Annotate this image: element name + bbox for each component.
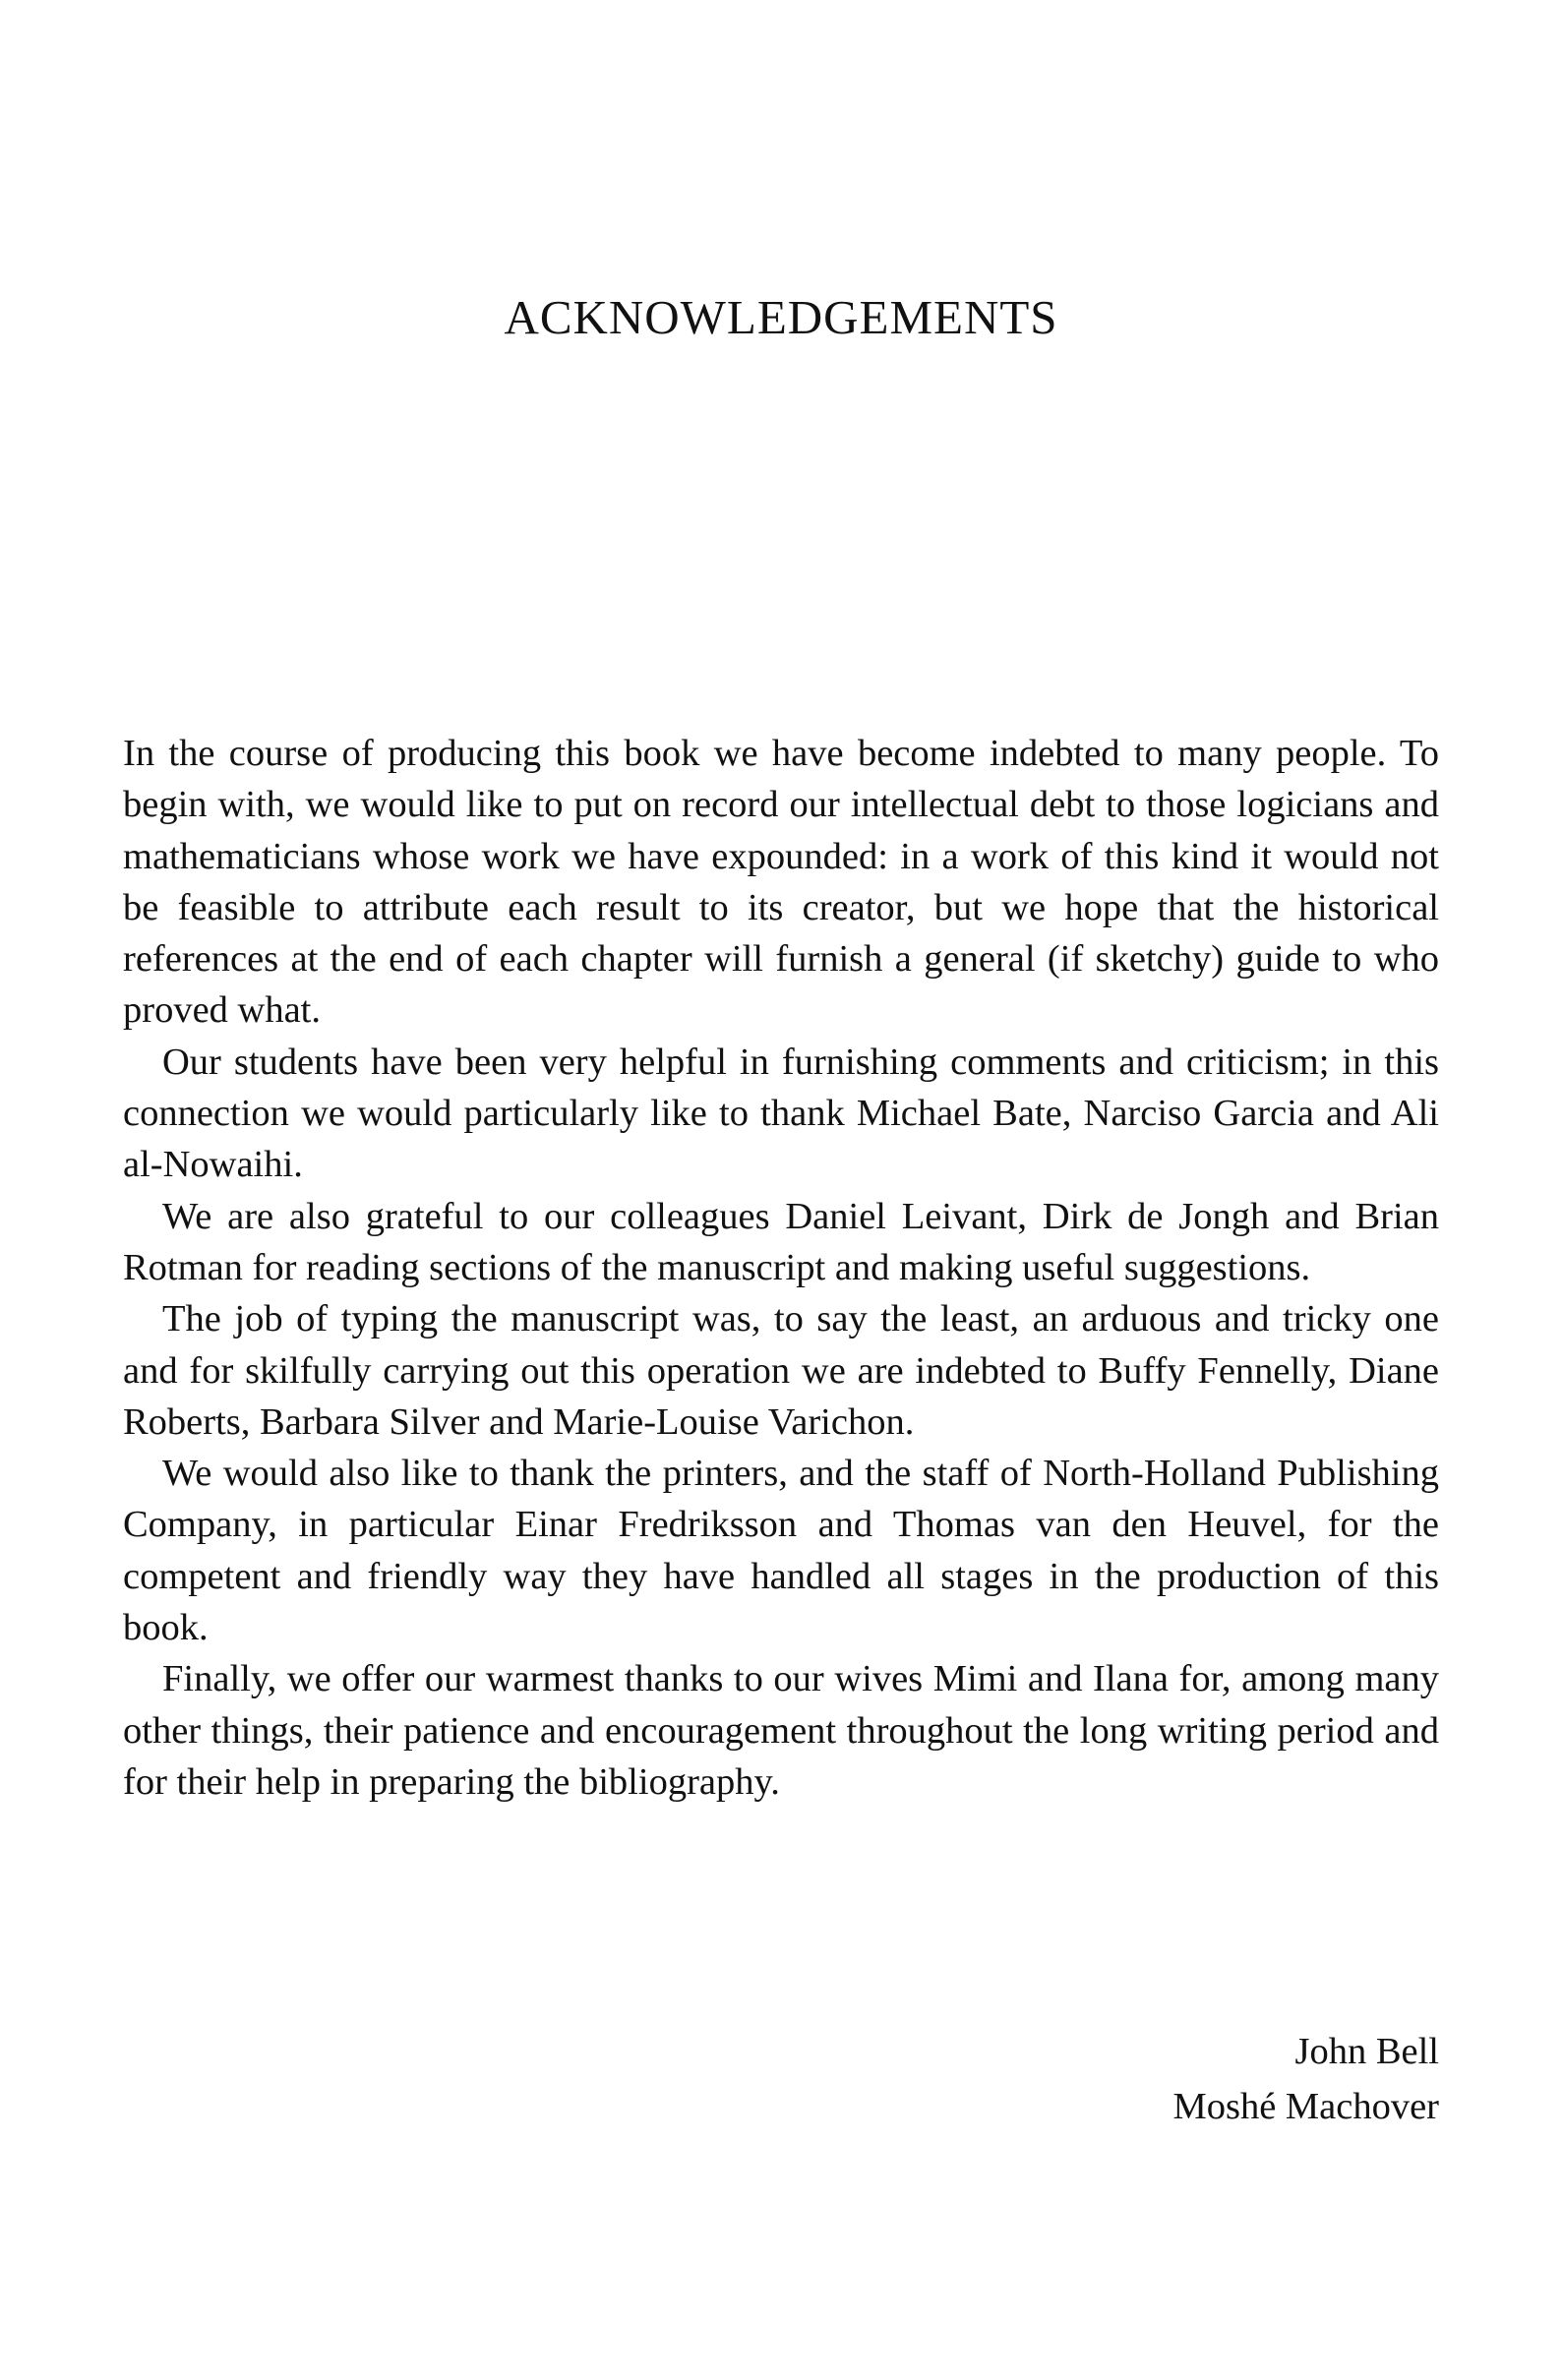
paragraph-printers: We would also like to thank the printers, and the staff of North-Holland Publishing Company, in particular Einar Fredriksson and Thomas van den Heuvel, for the competent and friendly way they have handled all stages in the production of this book. — [123, 1453, 1439, 1649]
signature-name-machover: Moshé Machover — [1172, 2086, 1439, 2127]
signature-name-bell: John Bell — [1294, 2031, 1439, 2072]
paragraph-students: Our students have been very helpful in furnishing comments and criticism; in this connection we would particularly like to thank Michael Bate, Narciso Garcia and Ali al-Nowaihi. — [123, 1041, 1439, 1186]
paragraph-colleagues: We are also grateful to our colleagues Daniel Leivant, Dirk de Jongh and Brian Rotman for reading sections of the manuscript and making useful suggestions. — [123, 1195, 1439, 1288]
paragraph-wives: Finally, we offer our warmest thanks to our wives Mimi and Ilana for, among many other things, their patience and encouragement throughout the long writing period and for their help in preparing the bibliography. — [123, 1658, 1439, 1803]
body-text — [123, 728, 1439, 1808]
paragraph-intro: In the course of producing this book we have become indebted to many people. To begin with, we would like to put on record our intellectual debt to those logicians and mathematicians whose work we have expounded: in a work of this kind it would not be feasible to attribute each result to its creator, but we hope that the historical references at the end of each chapter will furnish a general (if sketchy) guide to who proved what. — [123, 733, 1439, 1032]
signature-block — [1173, 2024, 1440, 2134]
page-title: ACKNOWLEDGEMENTS — [504, 290, 1058, 344]
paragraph-typing: The job of typing the manuscript was, to say the least, an arduous and tricky one and for skilfully carrying out this operation we are indebted to Buffy Fennelly, Diane Roberts, Barbara Silver and Marie-Louise Varichon. — [123, 1298, 1439, 1443]
